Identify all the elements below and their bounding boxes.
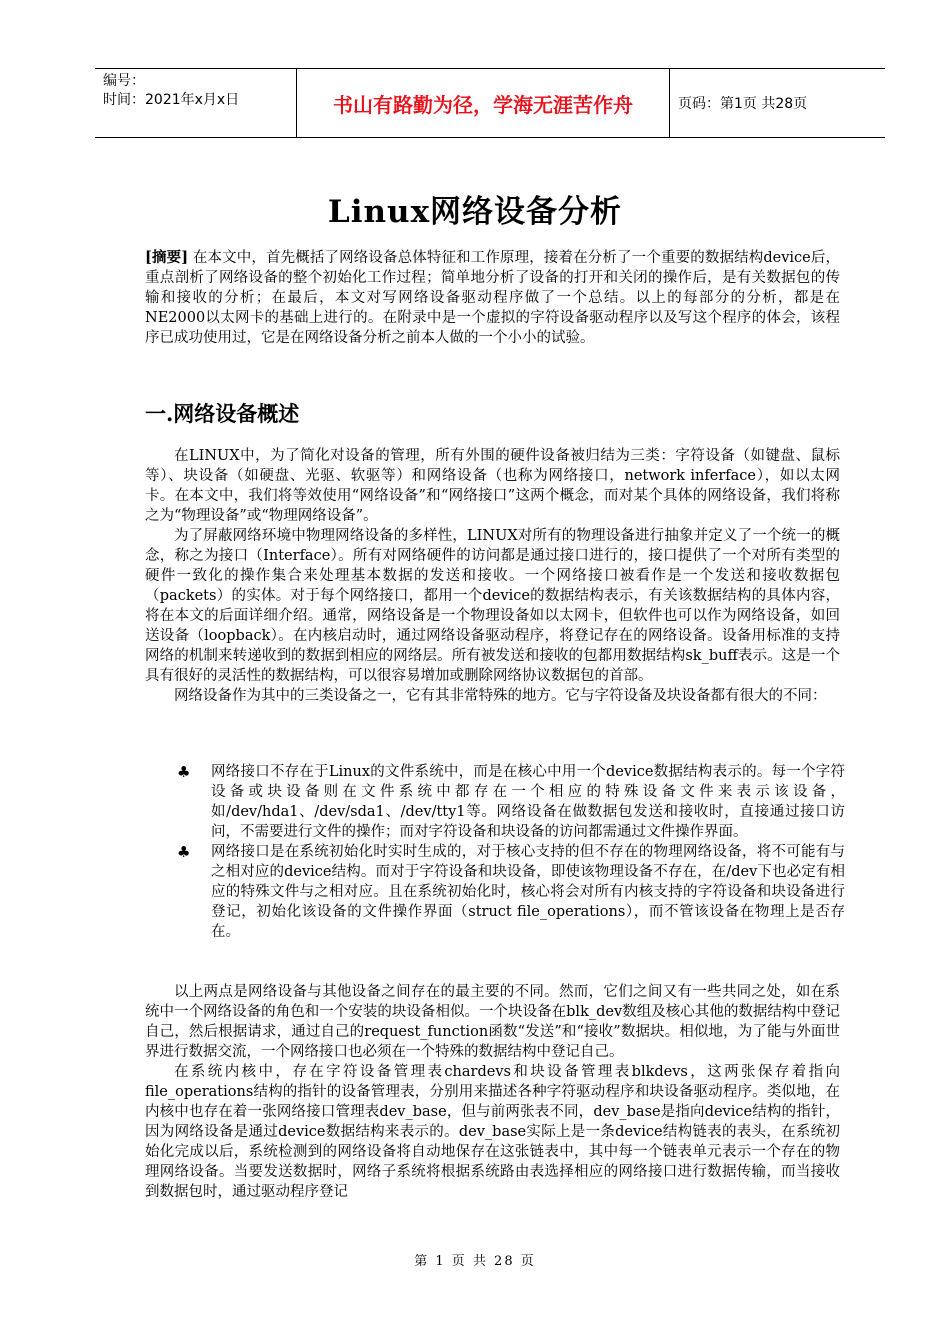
page-header (95, 68, 885, 138)
abstract (145, 248, 840, 348)
header-page-label: 页码：第1页 共28页 (678, 96, 808, 112)
bullet-list (145, 762, 845, 942)
paragraph: 网络设备作为其中的三类设备之一，它有其非常特殊的地方。它与字符设备及块设备都有很大的不同： (174, 688, 827, 704)
club-bullet-icon: ♣ (177, 763, 191, 781)
document-title: Linux网络设备分析 (327, 194, 623, 230)
bullet-text: 网络接口是在系统初始化时实时生成的，对于核心支持的但不存在的物理网络设备，将不可能有与之相对应的device结构。而对于字符设备和块设备，即使该物理设备不存在，在/dev下也必定有相应的特殊文件与之相对应。且在系统初始化时，核心将会对所有内核支持的字符设备和块设备进行登记，初始化该设备的文件操作界面（struct file_operations），而不管该设备在物理上是否存在。 (211, 844, 845, 940)
abstract-tag: [摘要] (145, 249, 189, 266)
section-heading: 一.网络设备概述 (145, 401, 300, 426)
bullet-item (145, 762, 845, 842)
abstract-text: 在本文中，首先概括了网络设备总体特征和工作原理，接着在分析了一个重要的数据结构device后，重点剖析了网络设备的整个初始化工作过程；简单地分析了设备的打开和关闭的操作后，是有关数据包的传输和接收的分析；在最后，本文对写网络设备驱动程序做了一个总结。以上的每部分的分析，都是在NE2000以太网卡的基础上进行的。在附录中是一个虚拟的字符设备驱动程序以及写这个程序的体会，该程序已成功使用过，它是在网络设备分析之前本人做的一个小小的试验。 (145, 250, 840, 346)
paragraph: 在LINUX中，为了简化对设备的管理，所有外围的硬件设备被归结为三类：字符设备（如键盘、鼠标等）、块设备（如硬盘、光驱、软驱等）和网络设备（也称为网络接口，network inferface），如以太网卡。在本文中，我们将等效使用“网络设备”和“网络接口”这两个概念，而对某个具体的网络设备，我们将称之为“物理设备”或“物理网络设备”。 (145, 448, 840, 524)
bullet-text: 网络接口不存在于Linux的文件系统中，而是在核心中用一个device数据结构表示的。每一个字符设备或块设备则在文件系统中都存在一个相应的特殊设备文件来表示该设备，如/dev/hda1、/dev/sda1、/dev/tty1等。网络设备在做数据包发送和接收时，直接通过接口访问，不需要进行文件的操作；而对字符设备和块设备的访问都需通过文件操作界面。 (211, 764, 845, 840)
header-meta (103, 72, 293, 110)
paragraph: 在系统内核中，存在字符设备管理表chardevs和块设备管理表blkdevs，这两张保存着指向file_operations结构的指针的设备管理表，分别用来描述各种字符驱动程序和块设备驱动程序。类似地，在内核中也存在着一张网络接口管理表dev_base，但与前两张表不同，dev_base是指向device结构的指针，因为网络设备是通过device数据结构来表示的。dev_base实际上是一条device结构链表的表头，在系统初始化完成以后，系统检测到的网络设备将自动地保存在这张链表中，其中每一个链表单元表示一个存在的物理网络设备。当要发送数据时，网络子系统将根据系统路由表选择相应的网络接口进行数据传输，而当接收到数据包时，通过驱动程序登记 (145, 1064, 840, 1200)
header-motto: 书山有路勤为径，学海无涯苦作舟 (333, 92, 633, 117)
club-bullet-icon: ♣ (177, 843, 191, 861)
bullet-item (145, 842, 845, 942)
header-divider (669, 69, 670, 137)
doc-number-label: 编号： (103, 73, 145, 89)
paragraph: 为了屏蔽网络环境中物理网络设备的多样性，LINUX对所有的物理设备进行抽象并定义了一个统一的概念，称之为接口（Interface）。所有对网络硬件的访问都是通过接口进行的，接口提供了一个对所有类型的硬件一致化的操作集合来处理基本数据的发送和接收。一个网络接口被看作是一个发送和接收数据包（packets）的实体。对于每个网络接口，都用一个device的数据结构表示，有关该数据结构的具体内容，将在本文的后面详细介绍。通常，网络设备是一个物理设备如以太网卡，但软件也可以作为网络设备，如回送设备（loopback）。在内核启动时，通过网络设备驱动程序，将登记存在的网络设备。设备用标准的支持网络的机制来转递收到的数据到相应的网络层。所有被发送和接收的包都用数据结构sk_buff表示。这是一个具有很好的灵活性的数据结构，可以很容易增加或删除网络协议数据包的首部。 (145, 528, 840, 684)
doc-time-label: 时间：2021年x月x日 (103, 92, 240, 108)
section-body (145, 982, 840, 1202)
section-body (145, 446, 840, 706)
page-footer: 第 1 页 共 28 页 (414, 1254, 536, 1269)
paragraph: 以上两点是网络设备与其他设备之间存在的最主要的不同。然而，它们之间又有一些共同之处，如在系统中一个网络设备的角色和一个安装的块设备相似。一个块设备在blk_dev数组及核心其他的数据结构中登记自己，然后根据请求，通过自己的request_function函数“发送”和“接收”数据块。相似地，为了能与外面世界进行数据交流，一个网络接口也必须在一个特殊的数据结构中登记自己。 (145, 984, 840, 1060)
